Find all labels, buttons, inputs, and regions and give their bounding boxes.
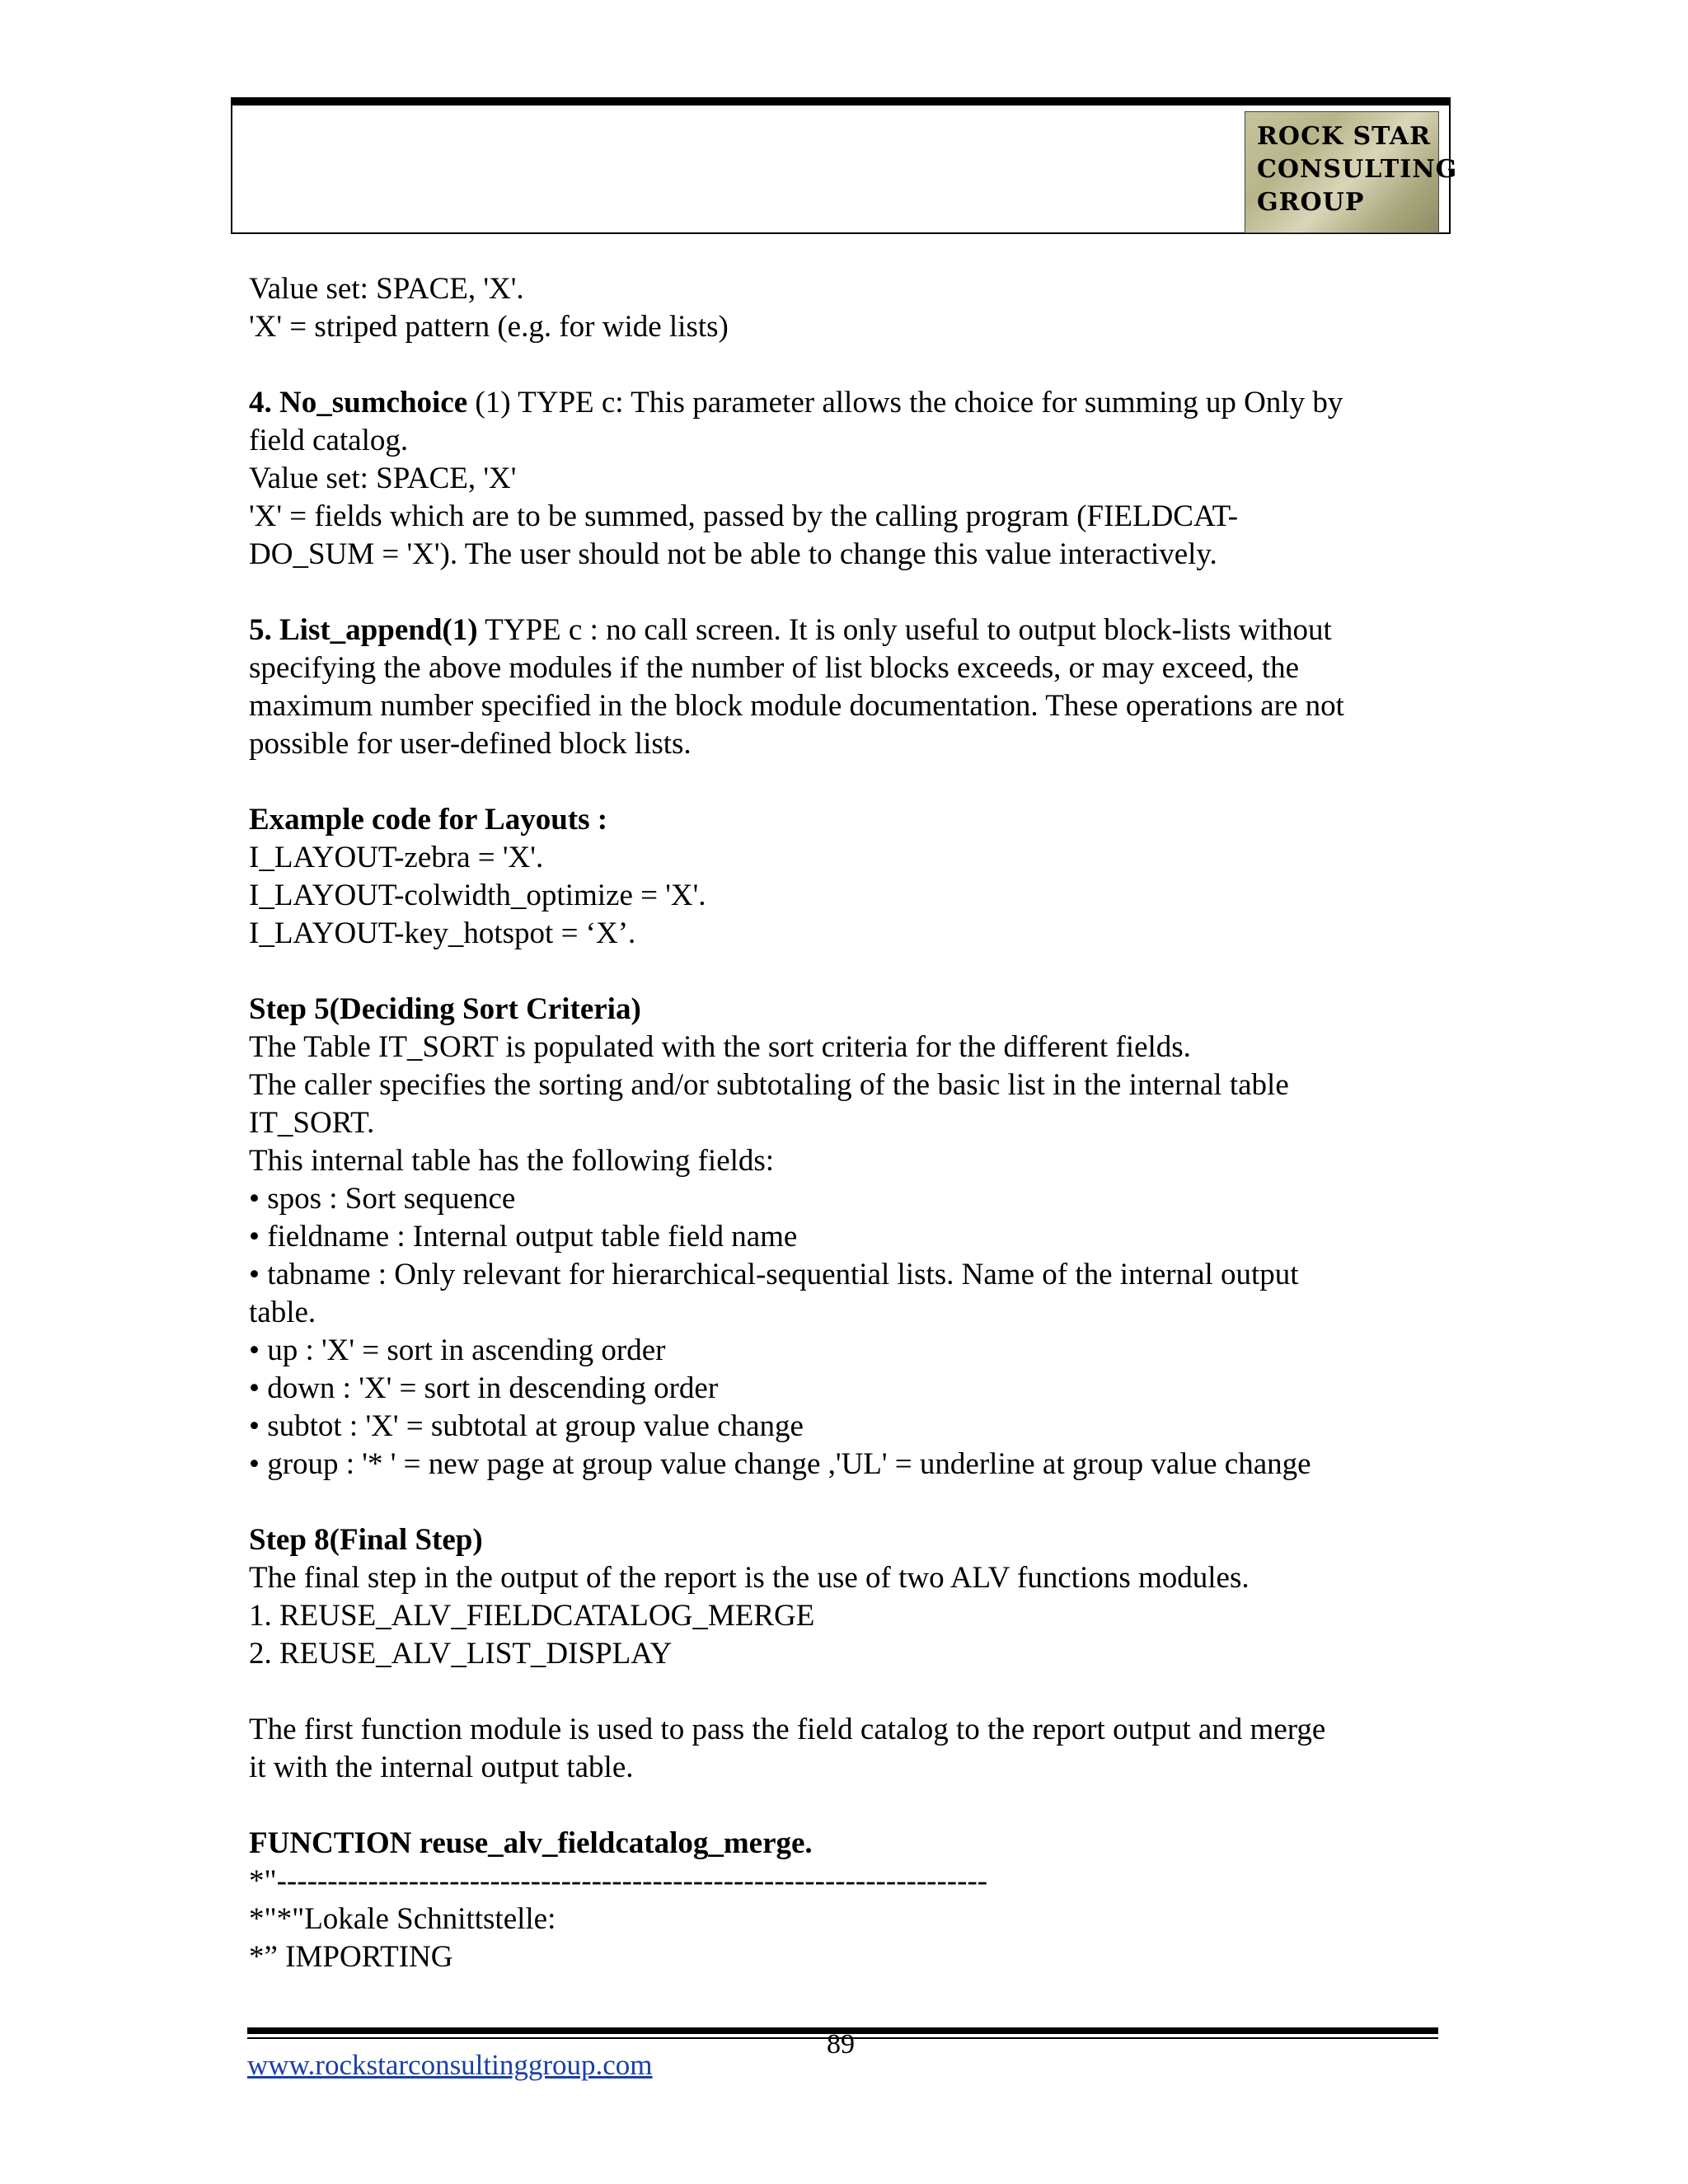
bullet-item: • down : 'X' = sort in descending order	[249, 1371, 719, 1405]
body-line: 1. REUSE_ALV_FIELDCATALOG_MERGE	[249, 1599, 815, 1633]
body-line: Value set: SPACE, 'X'.	[249, 272, 524, 306]
section-title-function: FUNCTION reuse_alv_fieldcatalog_merge.	[249, 1826, 813, 1860]
code-line: *"*"Lokale Schnittstelle:	[249, 1902, 556, 1936]
body-line: 'X' = striped pattern (e.g. for wide lists)	[249, 310, 729, 344]
body-line: DO_SUM = 'X'). The user should not be able to change this value interactively.	[249, 537, 1217, 571]
logo-line-2: CONSULTING	[1257, 155, 1458, 184]
company-logo	[1245, 111, 1458, 233]
body-line: IT_SORT.	[249, 1106, 375, 1140]
bullet-item: • subtot : 'X' = subtotal at group value change	[249, 1409, 804, 1443]
body-line: This internal table has the following fields:	[249, 1144, 775, 1178]
body-line: 'X' = fields which are to be summed, passed by the calling program (FIELDCAT-	[249, 499, 1239, 533]
section-list-append	[249, 612, 1452, 649]
code-line: I_LAYOUT-zebra = 'X'.	[249, 841, 544, 874]
code-line: *” IMPORTING	[249, 1940, 453, 1974]
code-line: I_LAYOUT-colwidth_optimize = 'X'.	[249, 879, 706, 912]
body-text: TYPE c : no call screen. It is only useful to output block-lists without	[477, 613, 1332, 647]
body-line: The final step in the output of the report is the use of two ALV functions modules.	[249, 1561, 1250, 1595]
section-title: 5. List_append(1)	[249, 613, 478, 647]
body-line: field catalog.	[249, 424, 409, 457]
body-line: The caller specifies the sorting and/or subtotaling of the basic list in the internal table	[249, 1068, 1289, 1102]
logo-line-1: ROCK STAR	[1257, 122, 1432, 151]
logo-line-3: GROUP	[1257, 188, 1365, 217]
body-line: specifying the above modules if the number of list blocks exceeds, or may exceed, the	[249, 651, 1300, 685]
section-title-step5: Step 5(Deciding Sort Criteria)	[249, 992, 641, 1026]
section-title-step8: Step 8(Final Step)	[249, 1523, 483, 1557]
body-text: (1) TYPE c: This parameter allows the choice for summing up Only by	[467, 386, 1343, 419]
body-line: maximum number specified in the block module documentation. These operations are not	[249, 689, 1344, 723]
section-title: 4. No_sumchoice	[249, 386, 468, 419]
section-no-sumchoice	[249, 384, 1452, 422]
bullet-item: • fieldname : Internal output table field name	[249, 1220, 798, 1254]
code-line: *"----------------------------------------------------------------------	[249, 1864, 988, 1898]
bullet-item: • tabname : Only relevant for hierarchical-sequential lists. Name of the internal output	[249, 1258, 1299, 1291]
footer-website-link[interactable]: www.rockstarconsultinggroup.com	[247, 2049, 653, 2081]
document-body	[249, 270, 1452, 1976]
body-line: table.	[249, 1296, 316, 1329]
body-line: The Table IT_SORT is populated with the sort criteria for the different fields.	[249, 1030, 1191, 1064]
bullet-item: • spos : Sort sequence	[249, 1182, 516, 1216]
section-title-example: Example code for Layouts :	[249, 803, 608, 837]
body-line: possible for user-defined block lists.	[249, 727, 692, 761]
code-line: I_LAYOUT-key_hotspot = ‘X’.	[249, 916, 636, 950]
body-line: The first function module is used to pass the field catalog to the report output and merge	[249, 1713, 1326, 1746]
body-line: Value set: SPACE, 'X'	[249, 462, 517, 495]
page-number: 89	[827, 2029, 855, 2060]
body-line: 2. REUSE_ALV_LIST_DISPLAY	[249, 1637, 673, 1671]
body-line: it with the internal output table.	[249, 1750, 634, 1784]
bullet-item: • group : '* ' = new page at group value change ,'UL' = underline at group value change	[249, 1447, 1311, 1481]
bullet-item: • up : 'X' = sort in ascending order	[249, 1333, 666, 1367]
